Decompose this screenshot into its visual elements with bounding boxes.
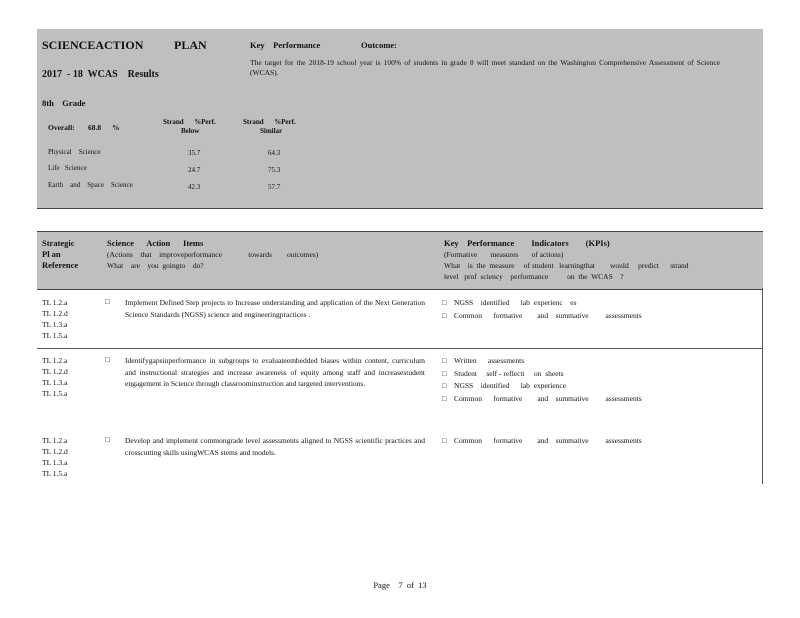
- plan-word: PLAN: [174, 38, 207, 52]
- col-action-sub2: What are you goingto do?: [107, 261, 204, 270]
- kpi-item: [442, 380, 692, 393]
- kpi-text: Student self - reflecti on sheets: [454, 368, 564, 378]
- reference-item: TL 1.2.a: [42, 356, 68, 365]
- table-row: [37, 297, 763, 345]
- kpi-item: [442, 393, 692, 406]
- reference-item: TL 1.2.d: [42, 309, 68, 318]
- reference-list: [42, 355, 68, 399]
- kpo-label: Key Performance: [250, 40, 321, 50]
- overall-value: 68.8: [88, 123, 102, 132]
- checkbox-icon: □: [442, 368, 447, 378]
- outcome-label: Outcome:: [361, 40, 397, 50]
- reference-item: TL 1.3.a: [42, 378, 68, 387]
- col-kpi-sub3: level prof sciency performance on the WCAS ?: [444, 272, 624, 281]
- checkbox-icon: □: [105, 355, 110, 364]
- kpi-item: [442, 435, 692, 448]
- reference-item: TL 1.2.d: [42, 367, 68, 376]
- action-item: Identifygapsinperformance in subgroups to evaluateembedded biases within content, curriculum and instructional strategies and increase awareness of equity among staff and increasestudent engagement in Science through classroominstruction and targeted interventions.: [125, 356, 425, 388]
- row-divider: [37, 348, 763, 349]
- reference-item: TL 1.2.d: [42, 447, 68, 456]
- kpi-list: [442, 435, 692, 448]
- col-reference-line2: Pl an: [42, 249, 61, 259]
- overall-label: Overall:: [48, 123, 75, 132]
- strand-similar: 57.7: [268, 183, 281, 191]
- checkbox-icon: □: [442, 393, 447, 403]
- outcome-text: The target for the 2018-19 school year is 100% of students in grade 8 will meet standard on the Washington Comprehensive Assessment of Science (WCAS).: [250, 58, 720, 77]
- reference-item: TL 1.2.a: [42, 436, 68, 445]
- col-action-sub1: (Actions that improveperformance towards outcomes): [107, 250, 319, 259]
- action-item: Develop and implement commongrade level assessments aligned to NGSS scientific practices and crosscutting skills usingWCAS stems and models.: [125, 436, 425, 457]
- reference-item: TL 1.3.a: [42, 458, 68, 467]
- strand-name: Physical Science: [48, 148, 101, 156]
- kpi-item: [442, 297, 692, 310]
- reference-item: TL 1.5.a: [42, 389, 68, 398]
- col-kpi-sub2: What is the measure of student learningthat would predict strand: [444, 261, 689, 270]
- overall-unit: %: [112, 123, 120, 132]
- plan-title: SCIENCEACTION: [42, 38, 144, 52]
- col-kpi-title: Key Performance Indicators (KPIs): [444, 238, 610, 248]
- kpi-text: Written assessments: [454, 356, 525, 365]
- strand-name: Earth and Space Science: [48, 181, 133, 189]
- strand-below: 42.3: [188, 183, 201, 191]
- table-row: [37, 435, 763, 483]
- col-action-title: Science Action Items: [107, 238, 204, 248]
- results-panel: [37, 29, 763, 209]
- col-strand-below-heading: Strand %Perf.: [163, 118, 216, 126]
- strand-similar: 75.3: [268, 166, 281, 174]
- kpi-text: NGSS identified lab experience: [454, 381, 567, 390]
- kpi-item: [442, 310, 692, 323]
- action-item: Implement Defined Step projects to Increase understanding and application of the Next Generation Science Standards (NGSS) science and engineeringpractices .: [125, 298, 425, 319]
- strand-below: 35.7: [188, 149, 201, 157]
- reference-item: TL 1.2.a: [42, 298, 68, 307]
- col-kpi-sub1: (Formative measures of actions): [444, 250, 564, 259]
- checkbox-icon: □: [442, 298, 447, 307]
- checkbox-icon: □: [442, 310, 447, 320]
- col-kpi-heading: [444, 238, 689, 282]
- kpi-item: [442, 368, 692, 381]
- col-strand-similar-heading: Strand %Perf.: [243, 118, 296, 126]
- reference-list: [42, 297, 68, 341]
- checkbox-icon: □: [105, 297, 110, 306]
- kpi-text: NGSS identified lab experienc es: [454, 298, 577, 307]
- col-similar-heading: Similar: [260, 127, 283, 135]
- kpi-text: Common formative and summative assessments: [454, 393, 642, 403]
- results-title: 2017 - 18 WCAS Results: [42, 69, 159, 80]
- checkbox-icon: □: [442, 356, 447, 365]
- page-number: Page 7 of 13: [373, 580, 427, 590]
- reference-item: TL 1.5.a: [42, 331, 68, 340]
- table-row: [37, 355, 763, 427]
- checkbox-icon: □: [105, 435, 110, 444]
- col-reference-line3: Reference: [42, 260, 79, 270]
- col-reference-heading: [42, 238, 78, 271]
- kpi-item: [442, 355, 692, 368]
- strand-similar: 64.3: [268, 149, 281, 157]
- col-reference-line1: Strategic: [42, 238, 75, 248]
- col-below-heading: Below: [181, 127, 200, 135]
- kpi-list: [442, 355, 692, 405]
- kpi-text: Common formative and summative assessments: [454, 436, 642, 445]
- checkbox-icon: □: [442, 381, 447, 390]
- strand-below: 24.7: [188, 166, 201, 174]
- reference-item: TL 1.3.a: [42, 320, 68, 329]
- grade-label: 8th Grade: [42, 98, 86, 108]
- reference-item: TL 1.5.a: [42, 469, 68, 478]
- kpi-list: [442, 297, 692, 322]
- kpi-text: Common formative and summative assessments: [454, 310, 642, 320]
- strand-name: Life Science: [48, 164, 87, 172]
- table-header: [37, 231, 763, 290]
- checkbox-icon: □: [442, 436, 447, 445]
- reference-list: [42, 435, 68, 479]
- col-action-heading: [107, 238, 318, 271]
